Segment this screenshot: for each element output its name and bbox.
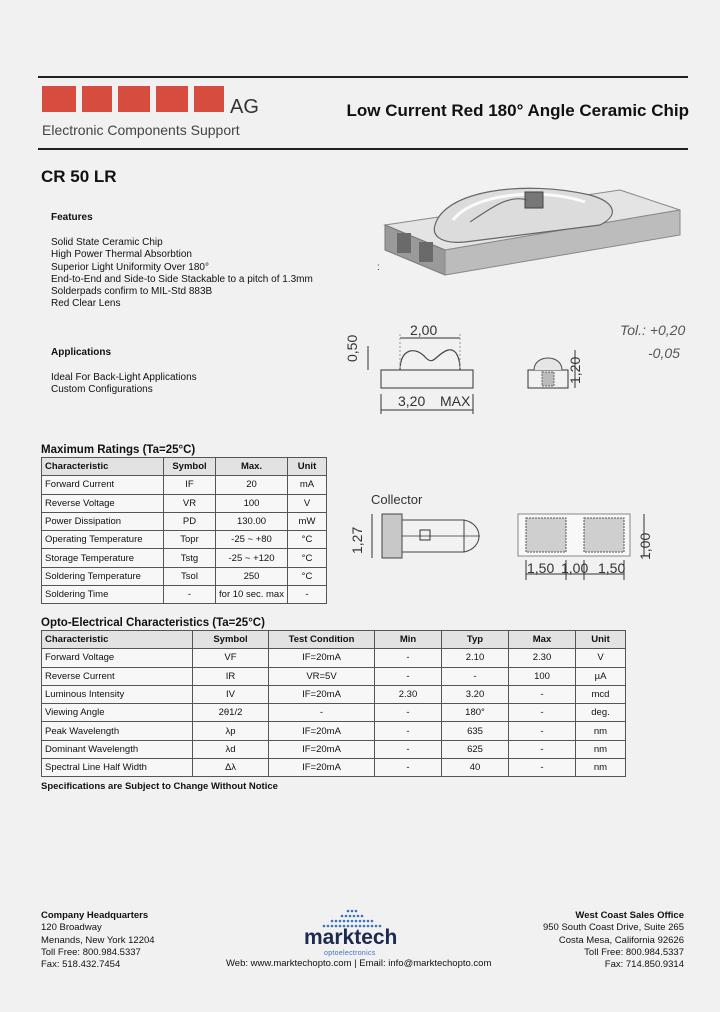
dim-pad-w2: 1,00	[561, 560, 589, 576]
table-row	[42, 586, 327, 604]
table-cell: Operating Temperature	[42, 531, 164, 549]
west-line: Toll Free: 800.984.5337	[584, 946, 684, 958]
table-cell: IF=20mA	[269, 759, 375, 777]
table-cell: IF=20mA	[269, 649, 375, 667]
tolerance-minus: -0,05	[648, 345, 680, 361]
table-cell: Peak Wavelength	[42, 722, 193, 740]
table-cell: -	[375, 722, 442, 740]
table-cell: -25 ~ +120	[216, 549, 288, 567]
list-item: Superior Light Uniformity Over 180°	[51, 261, 209, 273]
table-cell: °C	[288, 549, 327, 567]
applications-heading: Applications	[51, 347, 112, 358]
west-address	[543, 910, 684, 971]
hq-line: Toll Free: 800.984.5337	[41, 946, 141, 958]
dim-bottom-width: 3,20	[398, 393, 426, 409]
table-row	[42, 549, 327, 567]
logo-suffix: AG	[230, 96, 259, 118]
table-cell: deg.	[576, 704, 626, 722]
table-cell: -	[375, 759, 442, 777]
list-item: Custom Configurations	[51, 384, 153, 396]
dim-pad-w1: 1,50	[527, 560, 555, 576]
table-cell: 625	[442, 740, 509, 758]
list-item: Solid State Ceramic Chip	[51, 237, 163, 248]
table-cell: 100	[509, 667, 576, 685]
table-cell: λp	[193, 722, 269, 740]
table-cell: IR	[193, 667, 269, 685]
table-cell: -	[509, 685, 576, 703]
hq-line: Fax: 518.432.7454	[41, 959, 121, 971]
table-cell: -	[375, 740, 442, 758]
table-cell: nm	[576, 759, 626, 777]
table-cell: 2θ1/2	[193, 704, 269, 722]
max-ratings-table	[41, 457, 327, 604]
table-cell: -	[509, 704, 576, 722]
table-cell: Luminous Intensity	[42, 685, 193, 703]
features-list	[51, 237, 313, 311]
table-cell: IF=20mA	[269, 722, 375, 740]
table-cell: -25 ~ +80	[216, 531, 288, 549]
list-item: Ideal For Back-Light Applications	[51, 372, 197, 383]
collector-label: Collector	[371, 492, 423, 507]
table-cell: λd	[193, 740, 269, 758]
table-row	[42, 740, 626, 758]
table-cell: 250	[216, 567, 288, 585]
list-item: End-to-End and Side-to Side Stackable to a pitch of 1.3mm	[51, 273, 313, 285]
table-cell: -	[509, 722, 576, 740]
table-cell: °C	[288, 531, 327, 549]
table-cell: Forward Voltage	[42, 649, 193, 667]
table-cell: IF	[164, 476, 216, 494]
header-rule	[38, 148, 688, 150]
table-cell: Tstg	[164, 549, 216, 567]
table-row	[42, 494, 327, 512]
table-cell: IV	[193, 685, 269, 703]
features-heading: Features	[51, 212, 93, 223]
table-cell: for 10 sec. max	[216, 586, 288, 604]
table-cell: V	[576, 649, 626, 667]
marktech-brand: marktech	[304, 926, 398, 949]
table-cell: Power Dissipation	[42, 512, 164, 530]
west-line: Costa Mesa, California 92626	[558, 934, 684, 946]
table-cell: 2.30	[509, 649, 576, 667]
table-cell: VR	[164, 494, 216, 512]
collector-drawing	[360, 508, 490, 564]
column-header: Characteristic	[42, 458, 164, 476]
table-cell: -	[375, 667, 442, 685]
list-item: Red Clear Lens	[51, 298, 121, 310]
column-header: Typ	[442, 631, 509, 649]
table-cell: -	[164, 586, 216, 604]
table-cell: Topr	[164, 531, 216, 549]
tolerance-plus: Tol.: +0,20	[620, 322, 686, 338]
table-cell: Reverse Voltage	[42, 494, 164, 512]
table-row	[42, 476, 327, 494]
column-header: Unit	[288, 458, 327, 476]
part-number: CR 50 LR	[41, 167, 117, 186]
table-cell: nm	[576, 722, 626, 740]
table-cell: Dominant Wavelength	[42, 740, 193, 758]
table-cell: 2.30	[375, 685, 442, 703]
table-cell: °C	[288, 567, 327, 585]
marktech-brand-sub: optoelectronics	[324, 950, 376, 957]
table-cell: Soldering Time	[42, 586, 164, 604]
table-cell: Reverse Current	[42, 667, 193, 685]
column-header: Test Condition	[269, 631, 375, 649]
table-row	[42, 759, 626, 777]
spec-notice: Specifications are Subject to Change Without Notice	[41, 781, 278, 792]
column-header: Max	[509, 631, 576, 649]
table-row	[42, 722, 626, 740]
west-heading: West Coast Sales Office	[575, 910, 684, 921]
max-ratings-title: Maximum Ratings (Ta=25°C)	[41, 444, 196, 456]
table-cell: -	[509, 759, 576, 777]
hq-heading: Company Headquarters	[41, 910, 149, 921]
dim-side-height: 1,20	[567, 356, 583, 384]
dim-collector-height: 1,27	[349, 526, 365, 554]
table-cell: 180°	[442, 704, 509, 722]
table-cell: 3.20	[442, 685, 509, 703]
table-cell: PD	[164, 512, 216, 530]
table-cell: mW	[288, 512, 327, 530]
table-row	[42, 567, 327, 585]
logo-subtitle: Electronic Components Support	[42, 122, 240, 138]
table-cell: 100	[216, 494, 288, 512]
table-cell: -	[288, 586, 327, 604]
column-header: Symbol	[164, 458, 216, 476]
list-item: Solderpads confirm to MIL-Std 883B	[51, 286, 213, 298]
west-line: 950 South Coast Drive, Suite 265	[542, 922, 684, 934]
hq-address	[41, 910, 155, 971]
table-row	[42, 531, 327, 549]
applications-list	[51, 372, 197, 397]
table-cell: Viewing Angle	[42, 704, 193, 722]
table-header-row	[42, 631, 626, 649]
table-cell: 130.00	[216, 512, 288, 530]
table-cell: Storage Temperature	[42, 549, 164, 567]
table-cell: IF=20mA	[269, 685, 375, 703]
table-cell: VF	[193, 649, 269, 667]
svg-text::: :	[377, 262, 380, 273]
opto-title: Opto-Electrical Characteristics (Ta=25°C)	[41, 617, 265, 629]
table-cell: mA	[288, 476, 327, 494]
table-cell: Δλ	[193, 759, 269, 777]
hq-line: Menands, New York 12204	[41, 934, 155, 946]
table-row	[42, 667, 626, 685]
column-header: Symbol	[193, 631, 269, 649]
table-cell: Spectral Line Half Width	[42, 759, 193, 777]
top-rule	[38, 76, 688, 78]
table-header-row	[42, 458, 327, 476]
list-item: High Power Thermal Absorbtion	[51, 249, 192, 261]
table-cell: Soldering Temperature	[42, 567, 164, 585]
column-header: Min	[375, 631, 442, 649]
table-cell: -	[442, 667, 509, 685]
dim-pad-height: 1,00	[637, 532, 653, 560]
column-header: Max.	[216, 458, 288, 476]
chip-3d-illustration	[375, 180, 695, 290]
web-email-line: Web: www.marktechopto.com | Email: info@marktechopto.com	[226, 958, 492, 969]
table-cell: µA	[576, 667, 626, 685]
table-row	[42, 685, 626, 703]
table-cell: Forward Current	[42, 476, 164, 494]
table-cell: VR=5V	[269, 667, 375, 685]
table-cell: IF=20mA	[269, 740, 375, 758]
table-cell: -	[375, 649, 442, 667]
table-cell: 2.10	[442, 649, 509, 667]
table-cell: 635	[442, 722, 509, 740]
table-cell: -	[509, 740, 576, 758]
table-row	[42, 649, 626, 667]
west-line: Fax: 714.850.9314	[604, 959, 684, 971]
table-cell: mcd	[576, 685, 626, 703]
table-cell: 40	[442, 759, 509, 777]
opto-table	[41, 630, 626, 777]
dim-top-width: 2,00	[410, 322, 438, 338]
document-title: Low Current Red 180° Angle Ceramic Chip	[346, 101, 689, 120]
hq-line: 120 Broadway	[41, 922, 102, 934]
table-cell: V	[288, 494, 327, 512]
table-row	[42, 704, 626, 722]
table-cell: nm	[576, 740, 626, 758]
table-cell: Tsol	[164, 567, 216, 585]
column-header: Unit	[576, 631, 626, 649]
dim-pad-w3: 1,50	[598, 560, 626, 576]
column-header: Characteristic	[42, 631, 193, 649]
table-cell: -	[375, 704, 442, 722]
table-cell: -	[269, 704, 375, 722]
dim-top-height: 0,50	[344, 334, 360, 362]
table-row	[42, 512, 327, 530]
table-cell: 20	[216, 476, 288, 494]
dim-bottom-max: MAX	[440, 393, 471, 409]
